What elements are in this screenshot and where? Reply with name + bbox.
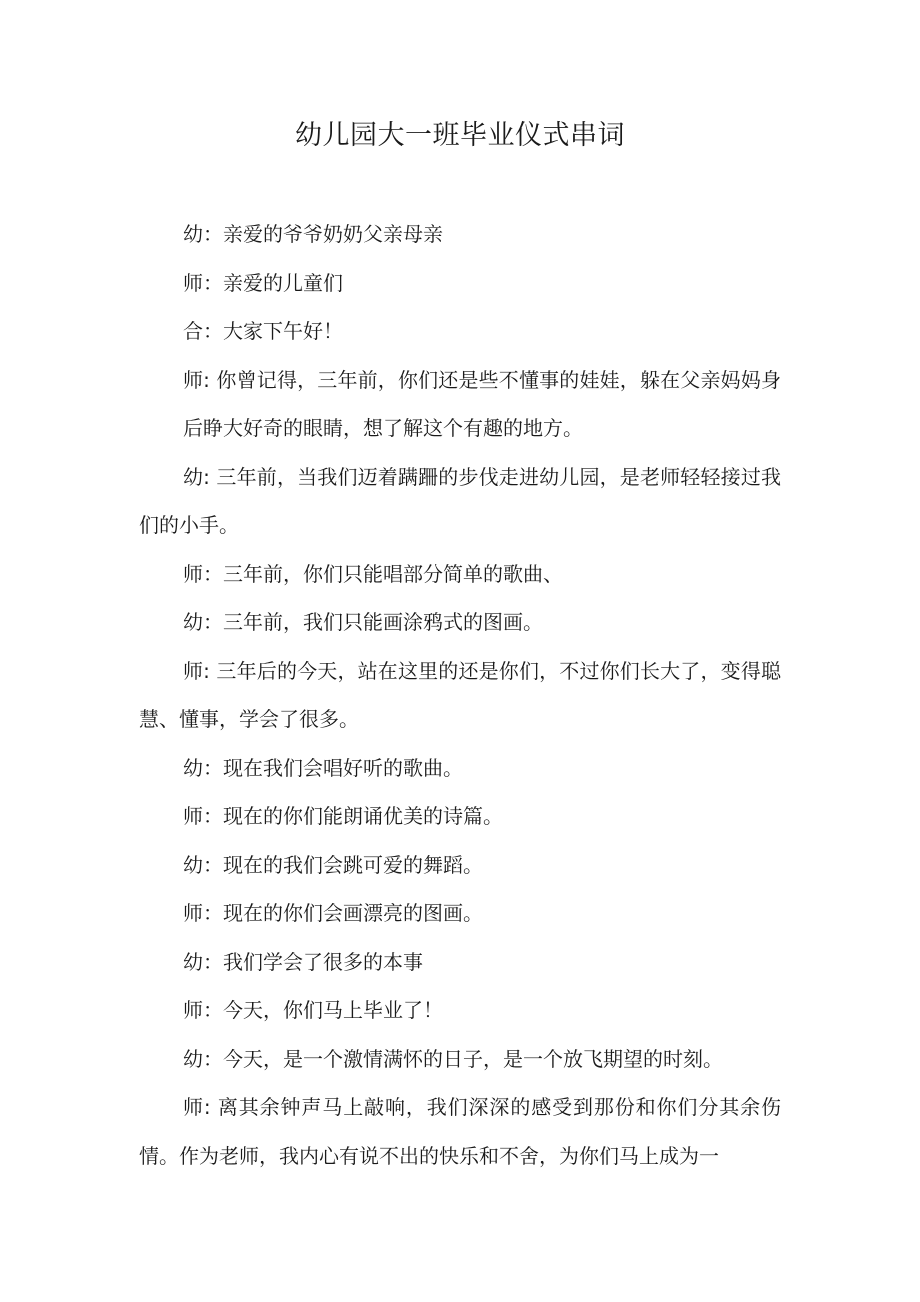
paragraph-6: 师：三年前，你们只能唱部分简单的歌曲、 [183, 561, 563, 586]
paragraph-16: 师: 离其余钟声马上敲响，我们深深的感受到那份和你们分其余伤情。作为老师，我内心有说不出的快乐和不舍，为你们马上成为一 [139, 1095, 781, 1168]
paragraph-9: 幼：现在我们会唱好听的歌曲。 [183, 755, 463, 780]
paragraph-13: 幼：我们学会了很多的本事 [183, 949, 423, 974]
paragraph-12: 师：现在的你们会画漂亮的图画。 [183, 901, 483, 925]
document-title: 幼儿园大一班毕业仪式串词 [295, 120, 625, 151]
paragraph-11: 幼：现在的我们会跳可爱的舞蹈。 [183, 852, 483, 877]
paragraph-2: 师：亲爱的儿童们 [183, 270, 343, 295]
paragraph-8: 师: 三年后的今天，站在这里的还是你们，不过你们长大了，变得聪慧、懂事，学会了很多。 [139, 658, 781, 731]
paragraph-1: 幼：亲爱的爷爷奶奶父亲母亲 [183, 222, 443, 246]
paragraph-14: 师：今天，你们马上毕业了！ [183, 998, 443, 1022]
paragraph-7: 幼：三年前，我们只能画涂鸦式的图画。 [183, 610, 543, 634]
document-body [139, 210, 781, 1180]
paragraph-3: 合：大家下午好！ [183, 319, 343, 343]
paragraph-5: 幼: 三年前，当我们迈着蹒跚的步伐走进幼儿园，是老师轻轻接过我们的小手。 [139, 464, 781, 537]
paragraph-10: 师：现在的你们能朗诵优美的诗篇。 [183, 804, 503, 828]
paragraph-4: 师: 你曾记得，三年前，你们还是些不懂事的娃娃，躲在父亲妈妈身后睁大好奇的眼睛，想了解这个有趣的地方。 [183, 367, 781, 440]
paragraph-15: 幼：今天，是一个激情满怀的日子，是一个放飞期望的时刻。 [183, 1046, 723, 1071]
